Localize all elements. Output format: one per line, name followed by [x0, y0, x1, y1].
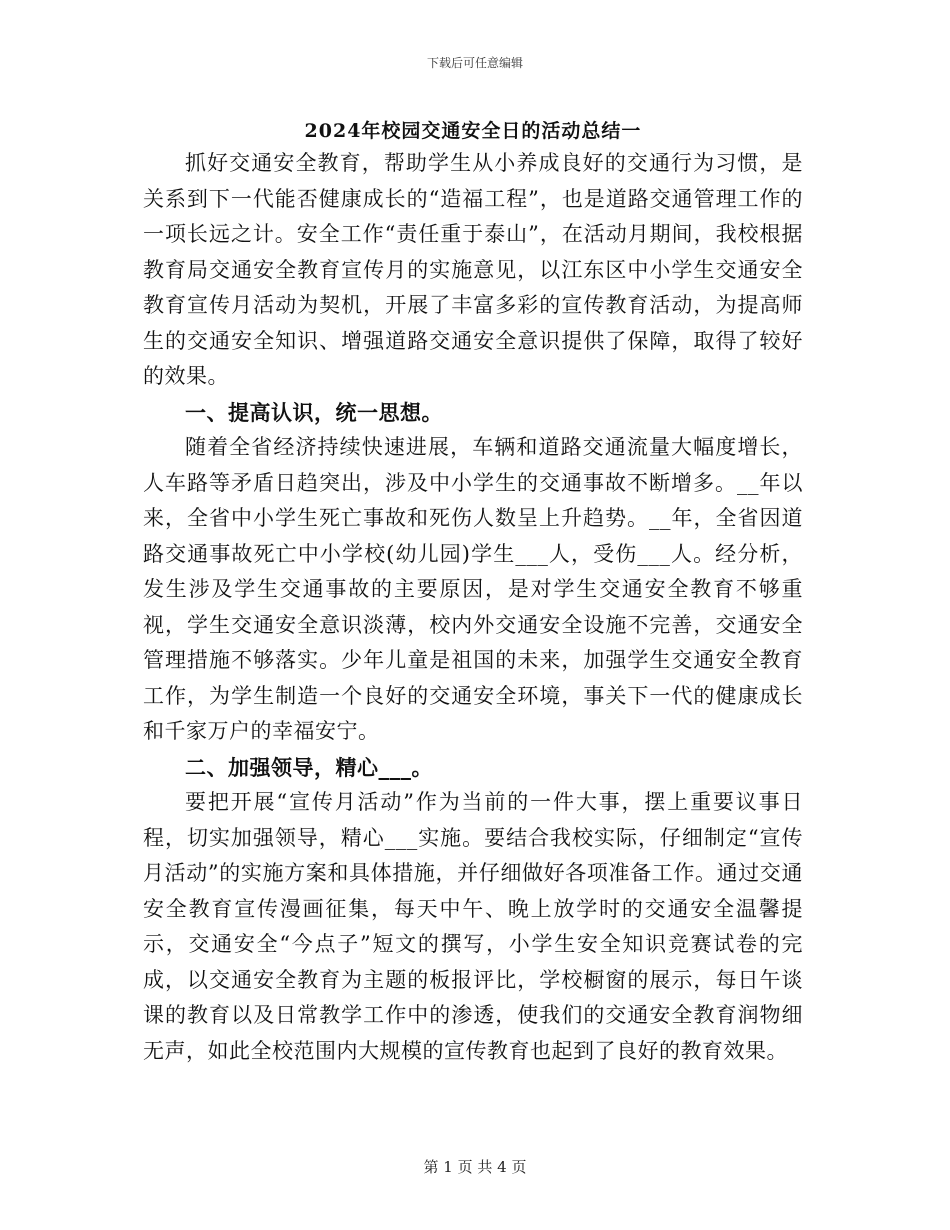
document-body — [143, 116, 803, 1069]
section-heading-1: 一、提高认识，统一思想。 — [185, 399, 443, 425]
intro-paragraph: 抓好交通安全教育，帮助学生从小养成良好的交通行为习惯，是关系到下一代能否健康成长的“造福工程”，也是道路交通管理工作的一项长远之计。安全工作“责任重于泰山”，在活动月期间，我校根据教育局交通安全教育宣传月的实施意见，以江东区中小学生交通安全教育宣传月活动为契机，开展了丰富多彩的宣传教育活动，为提高师生的交通安全知识、增强道路交通安全意识提供了保障，取得了较好的效果。 — [143, 151, 803, 388]
section-2-paragraph: 要把开展“宣传月活动”作为当前的一件大事，摆上重要议事日程，切实加强领导，精心___实施。要结合我校实际，仔细制定“宣传月活动”的实施方案和具体措施，并仔细做好各项准备工作。通过交通安全教育宣传漫画征集，每天中午、晚上放学时的交通安全温馨提示，交通安全“今点子”短文的撰写，小学生安全知识竞赛试卷的完成，以交通安全教育为主题的板报评比，学校橱窗的展示，每日午谈课的教育以及日常教学工作中的渗透，使我们的交通安全教育润物细无声，如此全校范围内大规模的宣传教育也起到了良好的教育效果。 — [143, 790, 803, 1063]
document-title: 2024年校园交通安全日的活动总结一 — [304, 120, 642, 142]
section-heading-2: 二、加强领导，精心___。 — [185, 754, 433, 780]
page-number-footer: 第 1 页 共 4 页 — [423, 1158, 527, 1176]
section-1-paragraph: 随着全省经济持续快速进展，车辆和道路交通流量大幅度增长，人车路等矛盾日趋突出，涉及中小学生的交通事故不断增多。__年以来，全省中小学生死亡事故和死伤人数呈上升趋势。__年，全省因道路交通事故死亡中小学校(幼儿园)学生___人，受伤___人。经分析，发生涉及学生交通事故的主要原因，是对学生交通安全教育不够重视，学生交通安全意识淡薄，校内外交通安全设施不完善，交通安全管理措施不够落实。少年儿童是祖国的未来，加强学生交通安全教育工作，为学生制造一个良好的交通安全环境，事关下一代的健康成长和千家万户的幸福安宁。 — [143, 435, 803, 743]
header-note: 下载后可任意编辑 — [426, 56, 523, 70]
